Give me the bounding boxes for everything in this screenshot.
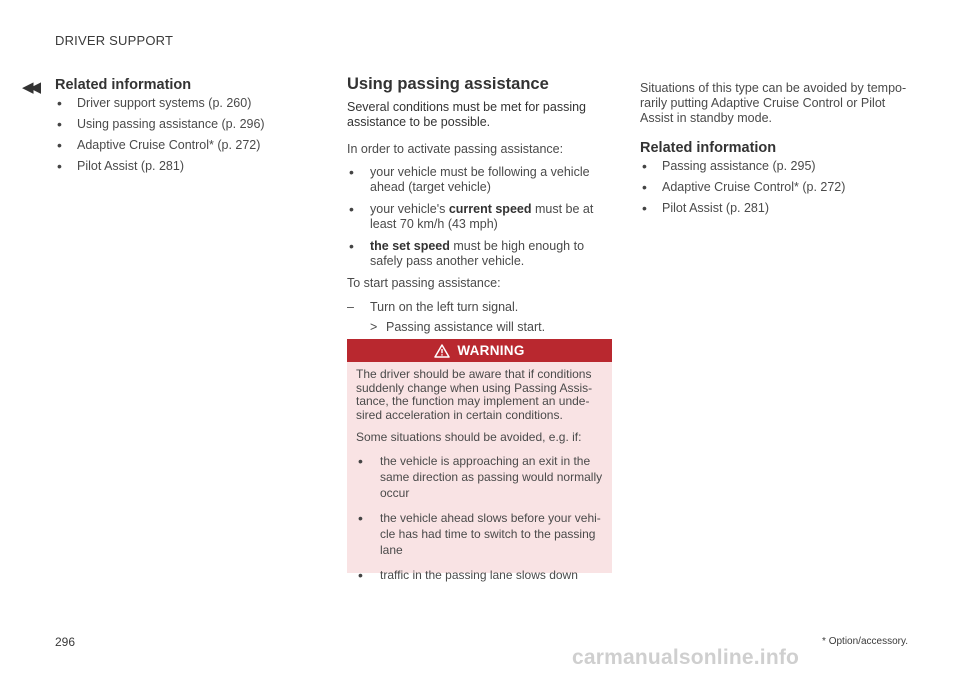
related-links-list	[640, 159, 910, 216]
standby-paragraph: Situations of this type can be avoided by tempo-rarily putting Adaptive Cruise Control or Pilot Assist in standby mode.	[640, 81, 907, 125]
continued-marker-icon: ◀◀	[22, 79, 38, 96]
middle-column	[347, 75, 615, 335]
related-information-heading: Related information	[640, 140, 777, 156]
related-link[interactable]: • Passing assistance (p. 295)	[640, 159, 910, 174]
warning-title: WARNING	[457, 343, 525, 358]
warning-item: • the vehicle ahead slows before your vehi-cle has had time to switch to the passing lane	[356, 510, 603, 558]
result-arrow-icon: >	[370, 320, 378, 334]
step-result: > Passing assistance will start.	[370, 320, 546, 334]
start-intro: To start passing assistance:	[347, 276, 501, 290]
condition-item: • the set speed must be high enough to safely pass another vehicle.	[347, 239, 615, 269]
condition-item: • your vehicle's current speed must be at least 70 km/h (43 mph)	[347, 202, 615, 232]
right-column	[640, 81, 910, 216]
lead-paragraph: Several conditions must be met for passing assistance to be possible.	[347, 100, 587, 129]
related-link[interactable]: • Pilot Assist (p. 281)	[55, 159, 300, 174]
related-link[interactable]: • Adaptive Cruise Control* (p. 272)	[640, 180, 910, 195]
watermark: carmanualsonline.info	[572, 646, 800, 669]
related-link[interactable]: • Using passing assistance (p. 296)	[55, 117, 300, 132]
left-column	[55, 77, 300, 174]
option-footnote: * Option/accessory.	[822, 636, 908, 647]
section-header: DRIVER SUPPORT	[55, 33, 174, 48]
warning-body	[347, 362, 612, 583]
warning-subtext: Some situations should be avoided, e.g. if:	[356, 430, 582, 444]
dash-icon: –	[347, 300, 354, 314]
page-number: 296	[55, 635, 76, 649]
related-information-heading: Related information	[55, 77, 192, 93]
related-link[interactable]: • Driver support systems (p. 260)	[55, 96, 300, 111]
warning-list	[356, 453, 603, 583]
section-title: Using passing assistance	[347, 75, 549, 93]
warning-text: The driver should be aware that if conditions suddenly change when using Passing Assis-tance, the function may implement an unde-sired acceleration in certain conditions.	[356, 367, 593, 422]
step-item: – Turn on the left turn signal.	[347, 300, 519, 314]
condition-list	[347, 165, 615, 269]
related-link[interactable]: • Pilot Assist (p. 281)	[640, 201, 910, 216]
activation-intro: In order to activate passing assistance:	[347, 142, 564, 156]
warning-triangle-icon	[434, 344, 450, 358]
condition-item: • your vehicle must be following a vehicle ahead (target vehicle)	[347, 165, 615, 195]
warning-header	[347, 339, 612, 362]
warning-box	[347, 339, 612, 582]
related-links-list	[55, 96, 300, 174]
warning-item: • traffic in the passing lane slows down	[356, 567, 603, 583]
related-link[interactable]: • Adaptive Cruise Control* (p. 272)	[55, 138, 300, 153]
warning-item: • the vehicle is approaching an exit in the same direction as passing would normally occur	[356, 453, 603, 501]
